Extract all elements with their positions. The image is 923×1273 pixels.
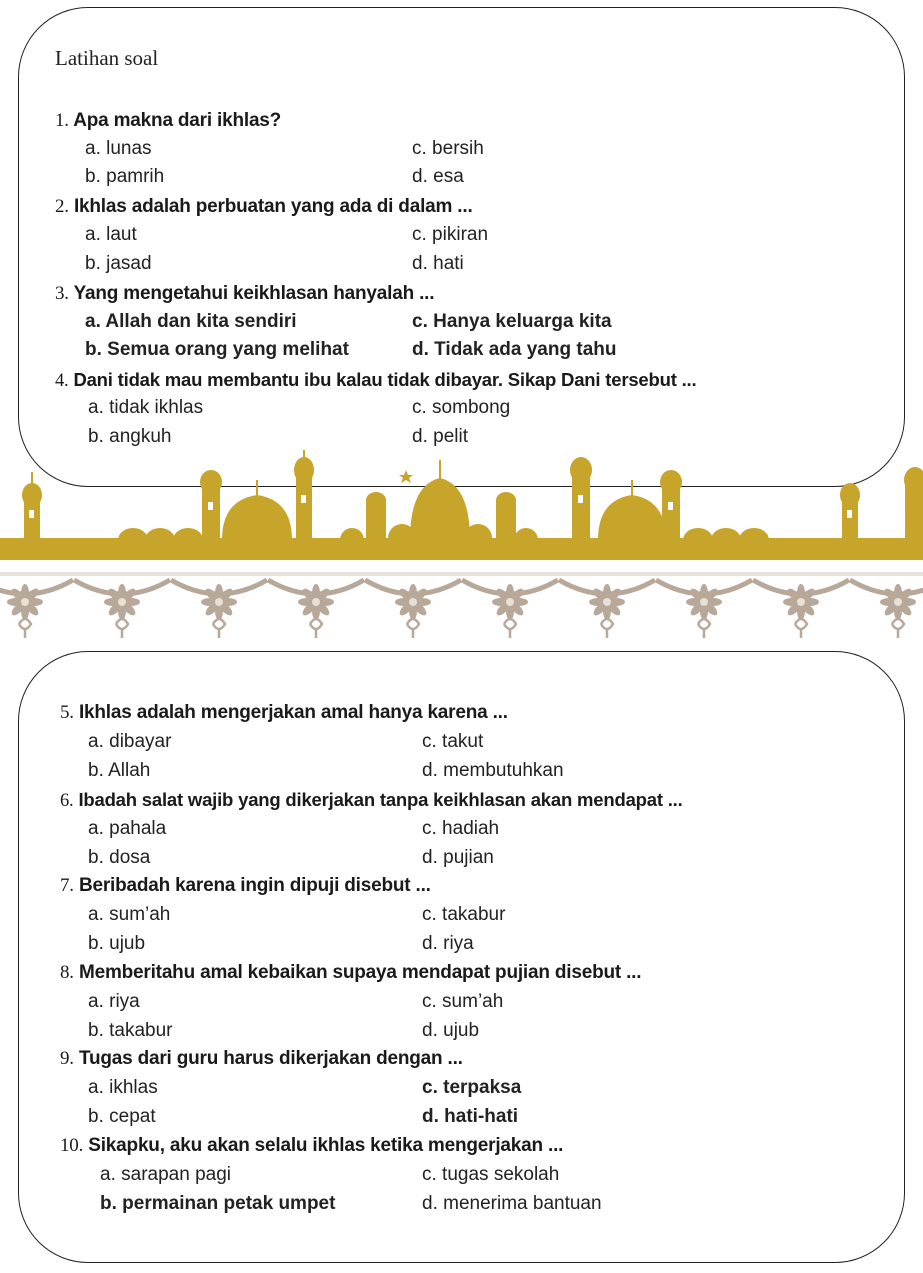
option-9c: c. terpaksa: [422, 1077, 522, 1098]
option-6b: b. dosa: [88, 847, 151, 868]
lace-flower-icon: [559, 580, 655, 638]
option-8d: d. ujub: [422, 1020, 480, 1041]
option-4a: a. tidak ikhlas: [88, 397, 204, 418]
option-7b: b. ujub: [88, 933, 146, 954]
option-8b: b. takabur: [88, 1020, 173, 1041]
option-2c: c. pikiran: [412, 224, 489, 245]
option-10b: b. permainan petak umpet: [100, 1193, 336, 1214]
option-2b: b. jasad: [85, 253, 152, 274]
option-3c: c. Hanya keluarga kita: [412, 311, 612, 332]
option-10c: c. tugas sekolah: [422, 1164, 560, 1185]
option-7a: a. sum’ah: [88, 904, 171, 925]
question-9: 9. Tugas dari guru harus dikerjakan dengan ...: [60, 1048, 463, 1069]
option-7c: c. takabur: [422, 904, 506, 925]
lace-flower-icon: [74, 580, 170, 638]
option-5b: b. Allah: [88, 760, 151, 781]
lace-flower-icon: [365, 580, 461, 638]
option-5c: c. takut: [422, 731, 484, 752]
lace-flower-icon: [0, 580, 73, 638]
option-9b: b. cepat: [88, 1106, 156, 1127]
question-10: 10. Sikapku, aku akan selalu ikhlas ketika mengerjakan ...: [60, 1135, 564, 1156]
question-8: 8. Memberitahu amal kebaikan supaya mendapat pujian disebut ...: [60, 962, 642, 983]
option-4c: c. sombong: [412, 397, 511, 418]
lace-flower-icon: [171, 580, 267, 638]
option-8a: a. riya: [88, 991, 140, 1012]
option-8c: c. sum’ah: [422, 991, 504, 1012]
lace-flower-icon: [850, 580, 923, 638]
option-5d: d. membutuhkan: [422, 760, 564, 781]
option-2a: a. laut: [85, 224, 137, 245]
option-6c: c. hadiah: [422, 818, 500, 839]
question-3: 3. Yang mengetahui keikhlasan hanyalah ...: [55, 283, 435, 304]
question-5: 5. Ikhlas adalah mengerjakan amal hanya karena ...: [60, 702, 508, 723]
option-4b: b. angkuh: [88, 426, 172, 447]
lace-flower-icon: [268, 580, 364, 638]
option-10d: d. menerima bantuan: [422, 1193, 602, 1214]
question-6: 6. Ibadah salat wajib yang dikerjakan tanpa keikhlasan akan mendapat ...: [60, 789, 683, 811]
option-4d: d. pelit: [412, 426, 468, 447]
question-2: 2. Ikhlas adalah perbuatan yang ada di dalam ...: [55, 196, 473, 217]
question-7: 7. Beribadah karena ingin dipuji disebut ...: [60, 875, 431, 896]
option-5a: a. dibayar: [88, 731, 172, 752]
option-6a: a. pahala: [88, 818, 167, 839]
sheet-title: Latihan soal: [55, 46, 159, 70]
lace-border-decoration: [0, 572, 923, 652]
option-1d: d. esa: [412, 166, 464, 187]
option-3d: d. Tidak ada yang tahu: [412, 339, 617, 360]
question-1: 1. Apa makna dari ikhlas?: [55, 110, 282, 131]
option-2d: d. hati: [412, 253, 464, 274]
option-6d: d. pujian: [422, 847, 494, 868]
option-9a: a. ikhlas: [88, 1077, 158, 1098]
question-4: 4. Dani tidak mau membantu ibu kalau tidak dibayar. Sikap Dani tersebut ...: [55, 369, 697, 391]
option-3b: b. Semua orang yang melihat: [85, 339, 349, 360]
option-9d: d. hati-hati: [422, 1106, 519, 1127]
mosque-skyline-decoration: [0, 440, 923, 575]
option-1b: b. pamrih: [85, 166, 165, 187]
option-7d: d. riya: [422, 933, 474, 954]
option-1c: c. bersih: [412, 138, 484, 159]
option-1a: a. lunas: [85, 138, 152, 159]
lace-flower-icon: [462, 580, 558, 638]
lace-flower-icon: [753, 580, 849, 638]
option-10a: a. sarapan pagi: [100, 1164, 231, 1185]
option-3a: a. Allah dan kita sendiri: [85, 311, 297, 332]
lace-flower-icon: [656, 580, 752, 638]
